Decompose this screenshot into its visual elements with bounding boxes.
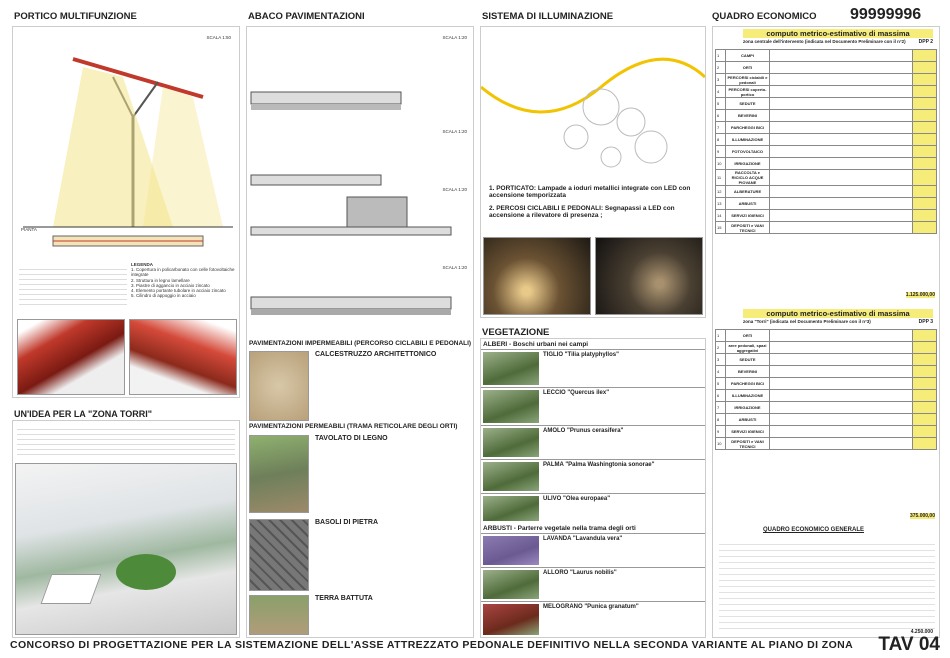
row-label: SERVIZI IGIENICI: [726, 210, 770, 222]
row-label: BEVERINI: [726, 366, 770, 378]
tav-number: TAV 04: [878, 634, 940, 655]
species-name: LECCIO "Quercus ilex": [543, 390, 610, 396]
table-row: 14 SERVIZI IGIENICI: [716, 210, 937, 222]
table-row: 15 DEPOSITI e VANI TECNICI: [716, 222, 937, 234]
impermeabili-header: PAVIMENTAZIONI IMPERMEABILI (PERCORSO CICLABILI E PEDONALI): [249, 340, 472, 347]
table-row: 9 FOTOVOLTAICO: [716, 146, 937, 158]
material-title: TERRA BATTUTA: [315, 595, 373, 602]
row-label: SERVIZI IGIENICI: [726, 426, 770, 438]
section-title-quadro: QUADRO ECONOMICO: [712, 11, 817, 22]
table-row: 2 aree pedonali, spazi aggregativi: [716, 342, 937, 354]
table-row: 3 SEDUTE: [716, 354, 937, 366]
row-label: ILLUMINAZIONE: [726, 390, 770, 402]
portico-legend: [131, 262, 237, 298]
illuminazione-plan: [481, 27, 705, 177]
table1-code: DPP 2: [918, 39, 933, 45]
section-title-illuminazione: SISTEMA DI ILLUMINAZIONE: [482, 11, 614, 22]
table-row: 6 ILLUMINAZIONE: [716, 390, 937, 402]
table1-subtitle: zona centrale dell'intervento (indicata nel Documento Preliminare con il n°2): [743, 39, 906, 44]
row-label: ALBERATURE: [726, 186, 770, 198]
table2-code: DPP 3: [918, 319, 933, 325]
table-row: 5 SEDUTE: [716, 98, 937, 110]
species-name: TIGLIO "Tilia platyphyllos": [543, 352, 619, 358]
row-label: BEVERINI: [726, 110, 770, 122]
t2-grid: [715, 329, 937, 450]
vegetazione-panel: [480, 338, 706, 638]
light-photo-2: [595, 237, 703, 315]
row-label: IRRIGAZIONE: [726, 158, 770, 170]
section-title-zona-torri: UN'IDEA PER LA "ZONA TORRI": [14, 409, 153, 419]
row-label: IRRIGAZIONE: [726, 402, 770, 414]
species-item: [481, 459, 705, 493]
material-photo-terra: [249, 595, 309, 635]
table-row: 6 BEVERINI: [716, 110, 937, 122]
illuminazione-panel: [480, 26, 706, 318]
material-title: CALCESTRUZZO ARCHITETTONICO: [315, 351, 437, 358]
species-item: [481, 387, 705, 425]
generale-title: QUADRO ECONOMICO GENERALE: [763, 527, 865, 533]
green-circle: [116, 554, 176, 590]
row-label: DEPOSITI e VANI TECNICI: [726, 222, 770, 234]
abaco-scale-2: SCALA 1:20: [442, 129, 467, 134]
material-title: BASOLI DI PIETRA: [315, 519, 379, 526]
row-label: PERCORSI coperto-portico: [726, 86, 770, 98]
light-item-1: 1. PORTICATO: Lampade a ioduri metallici integrate con LED con accensione temporizzata: [489, 185, 691, 199]
zona-torri-render: [15, 463, 237, 635]
table2-total: 375.000,00: [909, 513, 935, 519]
row-label: ORTI: [726, 330, 770, 342]
table-row: 12 ALBERATURE: [716, 186, 937, 198]
portico-render-1: [17, 319, 125, 395]
species-item: [481, 567, 705, 601]
species-item: [481, 349, 705, 387]
material-photo-basoli: [249, 519, 309, 591]
project-code: 99999996: [850, 6, 922, 23]
species-item: [481, 425, 705, 459]
row-label: CAMPI: [726, 50, 770, 62]
material-title: TAVOLATO DI LEGNO: [315, 435, 388, 442]
table-row: 4 BEVERINI: [716, 366, 937, 378]
table-row: 9 SERVIZI IGIENICI: [716, 426, 937, 438]
row-label: SEDUTE: [726, 98, 770, 110]
row-label: RACCOLTA e RICICLO ACQUE PIOVANE: [726, 170, 770, 186]
table-row: 8 ARBUSTI: [716, 414, 937, 426]
alberi-header: ALBERI - Boschi urbani nei campi: [483, 341, 589, 348]
bench-structure: [41, 574, 102, 604]
row-label: aree pedonali, spazi aggregativi: [726, 342, 770, 354]
row-label: ILLUMINAZIONE: [726, 134, 770, 146]
legend-item: 3. Piastre di aggancio in acciaio zincato: [131, 282, 210, 288]
table1: [715, 49, 937, 234]
light-photo-1: [483, 237, 591, 315]
zona-torri-text: [17, 425, 235, 455]
legend-item: 2. Struttura in legno lamellare: [131, 277, 190, 283]
grand-total: 4.250.000: [910, 629, 933, 635]
legend-title: LEGENDA: [131, 262, 154, 267]
footer: [10, 636, 940, 654]
table-row: 1 ORTI: [716, 330, 937, 342]
species-name: AMOLO "Prunus cerasifera": [543, 428, 624, 434]
section-title-vegetazione: VEGETAZIONE: [482, 327, 550, 338]
abaco-scale-3: SCALA 1:20: [442, 187, 467, 192]
table-row: 7 PARCHEGGI BICI: [716, 122, 937, 134]
portico-section-drawing: [13, 27, 239, 237]
table-row: 5 PARCHEGGI BICI: [716, 378, 937, 390]
table-row: 2 ORTI: [716, 62, 937, 74]
table-row: 8 ILLUMINAZIONE: [716, 134, 937, 146]
row-label: PARCHEGGI BICI: [726, 378, 770, 390]
species-item: [481, 493, 705, 523]
table1-total: 1.125.000,00: [905, 292, 935, 298]
table-row: 10 DEPOSITI e VANI TECNICI: [716, 438, 937, 450]
row-label: ORTI: [726, 62, 770, 74]
portico-scale: SCALA 1:50: [206, 35, 231, 40]
species-name: ALLORO "Laurus nobilis": [543, 570, 617, 576]
table-row: 10 IRRIGAZIONE: [716, 158, 937, 170]
legend-item: 5. Cilindro di appoggio in acciaio: [131, 293, 196, 299]
row-label: SEDUTE: [726, 354, 770, 366]
abaco-scale-1: SCALA 1:20: [442, 35, 467, 40]
portico-description-text: [19, 265, 127, 305]
row-label: ARBUSTI: [726, 198, 770, 210]
material-photo-tavolato: [249, 435, 309, 513]
table-row: 3 PERCORSI ciclabili e pedonali: [716, 74, 937, 86]
portico-render-2: [129, 319, 237, 395]
portico-panel: [12, 26, 240, 398]
quadro-panel: [712, 26, 940, 638]
row-label: PARCHEGGI BICI: [726, 122, 770, 134]
table-row: 1 CAMPI: [716, 50, 937, 62]
row-label: ARBUSTI: [726, 414, 770, 426]
species-name: PALMA "Palma Washingtonia sonorae": [543, 462, 655, 468]
section-title-portico: PORTICO MULTIFUNZIONE: [14, 11, 137, 22]
zona-torri-panel: [12, 420, 240, 638]
table2-title: computo metrico-estimativo di massima: [743, 309, 933, 318]
abaco-panel: [246, 26, 474, 638]
row-label: PERCORSI ciclabili e pedonali: [727, 74, 768, 85]
species-name: LAVANDA "Lavandula vera": [543, 536, 623, 542]
legend-item: 1. Copertura in policarbonato con celle fotovoltaiche integrate: [131, 267, 235, 278]
table-row: 7 IRRIGAZIONE: [716, 402, 937, 414]
permeabili-header: PAVIMENTAZIONI PERMEABILI (TRAMA RETICOLARE DEGLI ORTI): [249, 423, 458, 430]
material-photo-calcestruzzo: [249, 351, 309, 421]
legend-item: 4. Elemento portante tubolare in acciaio zincato: [131, 288, 226, 294]
generale-table: [719, 539, 935, 629]
t1-grid: [715, 49, 937, 234]
table-row: 4 PERCORSI coperto-portico: [716, 86, 937, 98]
abaco-scale-4: SCALA 1:20: [442, 265, 467, 270]
table1-title: computo metrico-estimativo di massima: [743, 29, 933, 38]
row-label: DEPOSITI e VANI TECNICI: [726, 438, 770, 450]
species-item: [481, 533, 705, 567]
table2: [715, 329, 937, 450]
portico-plan-label: PIANTA: [21, 227, 37, 232]
arbusti-header: ARBUSTI - Parterre vegetale nella trama degli orti: [483, 525, 636, 532]
table2-subtitle: zona "Torri" (indicata nel Documento Preliminare con il n°3): [743, 319, 871, 324]
section-title-abaco: ABACO PAVIMENTAZIONI: [248, 11, 365, 22]
abaco-section-drawings: [247, 27, 473, 337]
light-item-2: 2. PERCOSI CICLABILI E PEDONALI: Segnapassi a LED con accensione a rilevatore di presenza ;: [489, 205, 675, 219]
portico-plan-drawing: [13, 232, 239, 252]
species-name: MELOGRANO "Punica granatum": [543, 604, 639, 610]
species-name: ULIVO "Olea europaea": [543, 496, 611, 502]
table-row: 11 RACCOLTA e RICICLO ACQUE PIOVANE: [716, 170, 937, 186]
species-item: [481, 601, 705, 637]
table-row: 13 ARBUSTI: [716, 198, 937, 210]
footer-title: CONCORSO DI PROGETTAZIONE PER LA SISTEMAZIONE DELL'ASSE ATTREZZATO PEDONALE DEFINITIVO NELLA SECONDA VARIANTE AL PIANO DI ZONA: [10, 639, 854, 651]
row-label: FOTOVOLTAICO: [726, 146, 770, 158]
